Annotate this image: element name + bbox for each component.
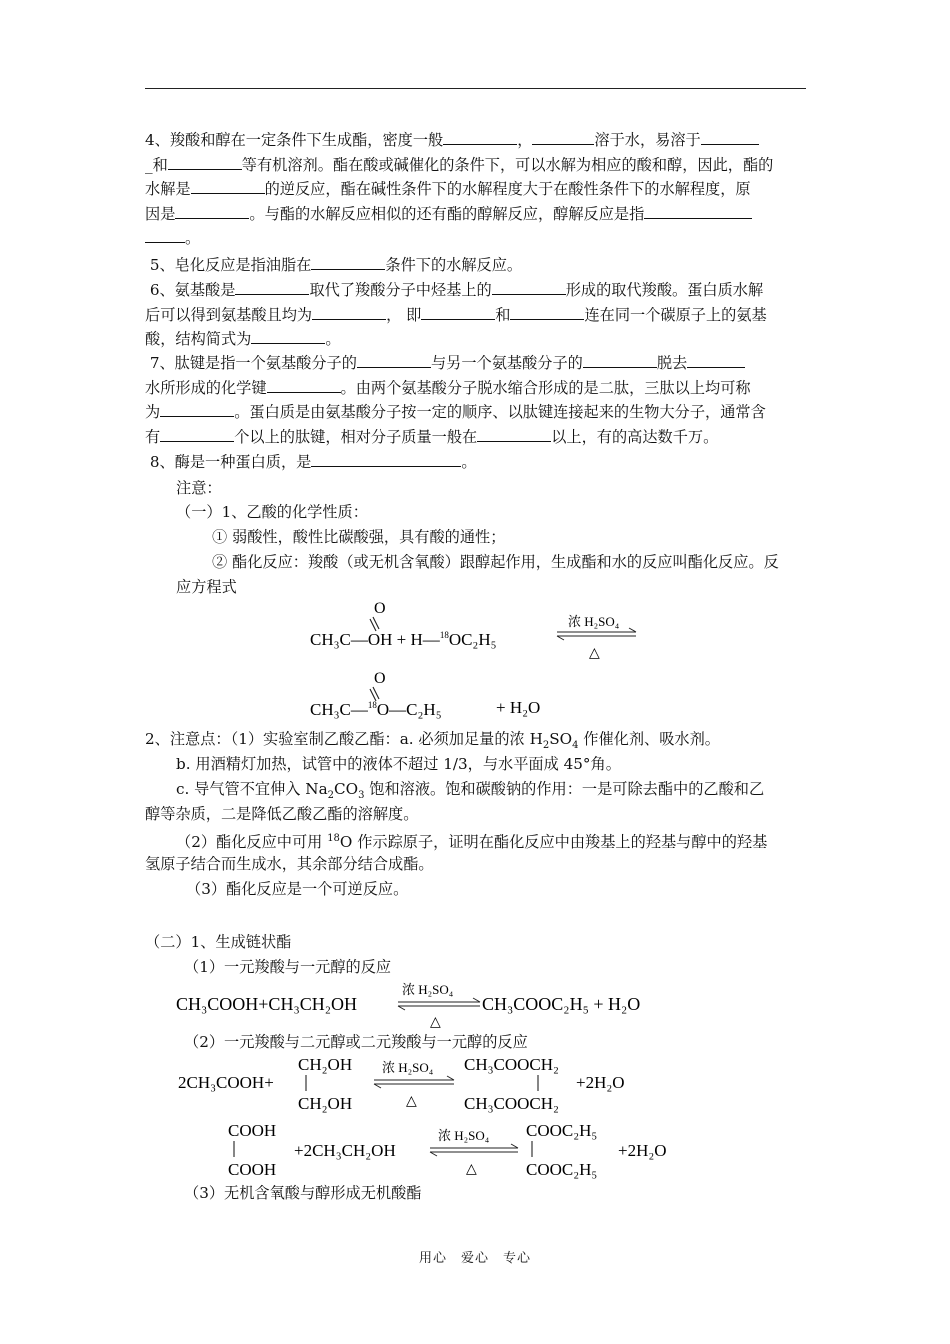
notes-2: 2、注意点：（1）实验室制乙酸乙酯：a. 必须加足量的浓 $H_2SO_4$ 作催化剂、吸水剂。 <box>145 730 720 752</box>
question-6: 6、氨基酸是 取代了羧酸分子中烃基上的 形成的取代羧酸。蛋白质水解 后可以得到氨基酸且均为 ， 即 和 连在同一个碳原子上的氨基 酸，结构简式为 。 <box>145 281 767 348</box>
catalyst-label: 浓 H₂SO₄ <box>382 1060 434 1075</box>
section-1-title: （一）1、乙酸的化学性质： <box>176 503 368 521</box>
header-rule <box>145 88 806 89</box>
q4-line2: _和 等有机溶剂。酯在酸或碱催化的条件下，可以水解为相应的酸和醇，因此，酯的 <box>145 155 774 174</box>
ester-bottom: CH₃COOCH₂ <box>464 1094 559 1113</box>
catalyst-label: 浓 H₂SO₄ <box>568 614 620 629</box>
heat-symbol: △ <box>406 1094 417 1109</box>
reactants: CH₃COOH+CH₃CH₂OH <box>176 994 357 1014</box>
monoacid-monoalcohol-equation <box>170 978 680 1030</box>
note-2c-cont: 醇等杂质，二是降低乙酸乙酯的溶解度。 <box>145 805 419 823</box>
product-text: CH₃C—$^{18}$O—C₂H₅ <box>310 700 442 719</box>
page-footer: 用心 爱心 专心 <box>418 1251 531 1266</box>
heat-symbol: △ <box>589 646 600 661</box>
water-product: + H₂O <box>496 698 541 717</box>
diacid-equation <box>220 1118 700 1182</box>
note-title: 注意： <box>176 479 222 497</box>
question-4 <box>145 128 806 251</box>
part-2-title: （二）1、生成链状酯 <box>145 933 292 951</box>
diacid-bottom: COOH <box>228 1160 277 1179</box>
note-2-2: （2）酯化反应中可用 $^{18}$O 作示踪原子，证明在酯化反应中由羧基上的羟基与醇中的羟基 <box>176 833 768 852</box>
note-2-2-cont: 氢原子结合而生成水，其余部分结合成酯。 <box>145 855 434 873</box>
question-5: 5、皂化反应是指油脂在 条件下的水解反应。 <box>149 256 523 274</box>
products: CH₃COOC₂H₅ + H₂O <box>482 994 641 1014</box>
water-product: +2H₂O <box>618 1141 667 1160</box>
carbonyl-oxygen: O <box>374 600 386 617</box>
heat-symbol: △ <box>466 1162 477 1177</box>
diester-top: COOC₂H₅ <box>526 1121 598 1140</box>
part-2-item-1: （1）一元羧酸与一元醇的反应 <box>184 958 392 976</box>
q4-line4: 因是 。与酯的水解反应相似的还有酯的醇解反应，醇解反应是指 <box>145 202 806 227</box>
part-2-item-2: （2）一元羧酸与二元醇或二元羧酸与一元醇的反应 <box>184 1033 528 1051</box>
q4-line3: 水解是 的逆反应，酯在碱性条件下的水解程度大于在酸性条件下的水解程度，原 <box>145 180 751 198</box>
ester-top: CH₃COOCH₂ <box>464 1055 559 1074</box>
question-7: 7、肽键是指一个氨基酸分子的 与另一个氨基酸分子的 脱去 水所形成的化学键 。由两个氨基酸分子脱水缩合形成的是二肽，三肽以上均可称 为 。蛋白质是由氨基酸分子按一定的顺序、以肽键连接起来的生物大分子，通常含 有 个以上的肽键，相对分子质量一般在 以上，有的高达数千万。 <box>145 354 766 446</box>
heat-symbol: △ <box>430 1015 441 1030</box>
acid-reactant: 2CH₃COOH+ <box>178 1073 274 1092</box>
reactant-text: CH₃C—OH + H—$^{18}$OC₂H₅ <box>310 630 497 649</box>
diacid-top: COOH <box>228 1121 277 1140</box>
question-8: 8、酶是一种蛋白质，是 。 <box>149 453 477 471</box>
part-2-item-3: （3）无机含氧酸与醇形成无机酸酯 <box>184 1184 422 1202</box>
q4-line5: 。 <box>145 226 806 251</box>
diol-equation <box>170 1050 690 1116</box>
diol-bottom: CH₂OH <box>298 1094 353 1113</box>
acid-property-2-cont: 应方程式 <box>176 578 237 596</box>
acid-property-1: ① 弱酸性，酸性比碳酸强，具有酸的通性； <box>212 528 506 546</box>
esterification-equation <box>300 595 660 725</box>
diester-bottom: COOC₂H₅ <box>526 1160 598 1179</box>
ethanol-reactant: +2CH₃CH₂OH <box>294 1141 396 1160</box>
note-2-3: （3）酯化反应是一个可逆反应。 <box>186 880 409 898</box>
note-2b: b. 用酒精灯加热，试管中的液体不超过 1/3，与水平面成 45°角。 <box>176 755 621 773</box>
acid-property-2: ② 酯化反应：羧酸（或无机含氧酸）跟醇起作用，生成酯和水的反应叫酯化反应。反 <box>212 553 779 571</box>
product-carbonyl-oxygen: O <box>374 670 386 687</box>
q4-line1: 4、羧酸和醇在一定条件下生成酯，密度一般 ， 溶于水，易溶于 <box>145 128 806 153</box>
diol-top: CH₂OH <box>298 1055 353 1074</box>
note-2c: c. 导气管不宜伸入 $Na_2CO_3$ 饱和溶液。饱和碳酸钠的作用：一是可除去酯中的乙酸和乙 <box>176 780 765 802</box>
catalyst-label: 浓 H₂SO₄ <box>438 1128 490 1143</box>
catalyst-label: 浓 H₂SO₄ <box>402 982 454 997</box>
water-product: +2H₂O <box>576 1073 625 1092</box>
